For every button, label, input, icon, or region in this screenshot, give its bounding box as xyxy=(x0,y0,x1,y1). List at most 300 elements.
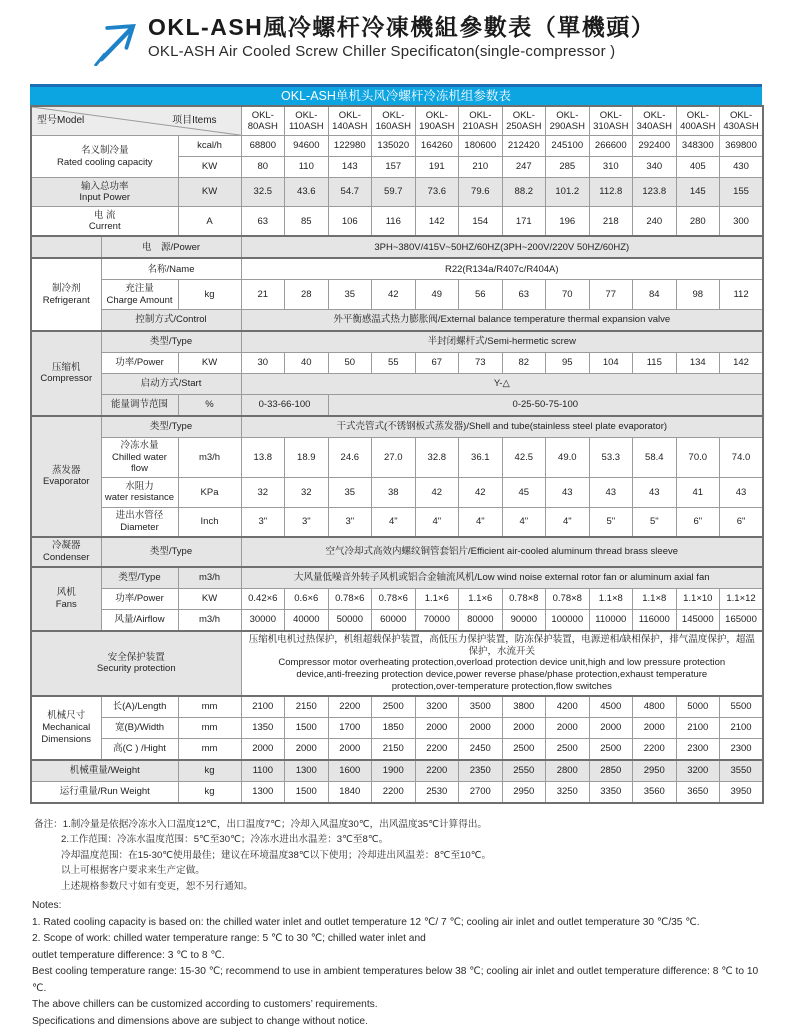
cell-v: 5000 xyxy=(676,696,720,718)
table-row xyxy=(31,781,763,803)
cell-m: 0-33-66-100 xyxy=(241,394,328,416)
cell-u: KW xyxy=(178,352,241,373)
cell-v: 43.6 xyxy=(285,178,329,207)
cell-v: 2000 xyxy=(415,717,459,738)
cell-l: 启动方式/Start xyxy=(101,373,241,394)
cell-u: mm xyxy=(178,696,241,718)
cell-v: 2350 xyxy=(459,760,503,782)
cell-l: 电 源/Power xyxy=(101,236,241,258)
cell-v: 292400 xyxy=(633,136,677,157)
cell-v: 2500 xyxy=(502,738,546,760)
cell-v: 134 xyxy=(676,352,720,373)
spec-table xyxy=(30,105,764,804)
cell-u: mm xyxy=(178,717,241,738)
cell-v: 212420 xyxy=(502,136,546,157)
cell-v: 80000 xyxy=(459,609,503,631)
cell-g: 蒸发器 Evaporator xyxy=(31,416,101,537)
cell-v: 67 xyxy=(415,352,459,373)
title-block xyxy=(148,14,655,60)
cell-v: 210 xyxy=(459,157,503,178)
cell-v: 1100 xyxy=(241,760,285,782)
cell-v: 2450 xyxy=(459,738,503,760)
cell-u: A xyxy=(178,207,241,237)
cell-v: 4" xyxy=(415,507,459,537)
cell-v: 1.1×10 xyxy=(676,588,720,609)
table-row xyxy=(31,236,763,258)
cell-v: 0.42×6 xyxy=(241,588,285,609)
cell-g xyxy=(31,236,101,258)
table-row xyxy=(31,280,763,309)
table-row xyxy=(31,696,763,718)
cell-u: KPa xyxy=(178,478,241,507)
cell-v: 191 xyxy=(415,157,459,178)
cell-v: 2200 xyxy=(415,760,459,782)
table-row xyxy=(31,537,763,567)
cell-g: 制冷剂 Refrigerant xyxy=(31,258,101,330)
cell-v: 157 xyxy=(372,157,416,178)
cell-v: 2700 xyxy=(459,781,503,803)
cell-v: 5" xyxy=(633,507,677,537)
cell-v: 430 xyxy=(720,157,764,178)
cell-v: 40 xyxy=(285,352,329,373)
cell-v: 27.0 xyxy=(372,437,416,478)
cell-v: 3560 xyxy=(633,781,677,803)
cell-v: 171 xyxy=(502,207,546,237)
cell-v: 21 xyxy=(241,280,285,309)
cell-v: 54.7 xyxy=(328,178,372,207)
cell-v: 155 xyxy=(720,178,764,207)
cell-m: 大风量低噪音外转子风机或铝合金轴流风机/Low wind noise external rotor fan or aluminum axial fan xyxy=(241,567,763,589)
cell-v: 49.0 xyxy=(546,437,590,478)
cell-v: 145 xyxy=(676,178,720,207)
cell-v: 73.6 xyxy=(415,178,459,207)
cell-m: R22(R134a/R407c/R404A) xyxy=(241,258,763,280)
cell-v: 112.8 xyxy=(589,178,633,207)
spec-table-body xyxy=(31,106,763,803)
cell-v: 0.78×6 xyxy=(328,588,372,609)
cell-v: 1850 xyxy=(372,717,416,738)
cell-v: 2100 xyxy=(241,696,285,718)
cell-l: 冷冻水量 Chilled water flow xyxy=(101,437,178,478)
cell-v: 50 xyxy=(328,352,372,373)
cell-v: 63 xyxy=(241,207,285,237)
cell-v: 79.6 xyxy=(459,178,503,207)
cell-l: 电 流 Current xyxy=(31,207,178,237)
cell-v: 3950 xyxy=(720,781,764,803)
cell-l: 长(A)/Length xyxy=(101,696,178,718)
table-row xyxy=(31,609,763,631)
cell-v: 2950 xyxy=(502,781,546,803)
cell-v: 98 xyxy=(676,280,720,309)
model-header: OKL- 310ASH xyxy=(589,106,633,136)
table-row xyxy=(31,207,763,237)
cell-v: 3" xyxy=(328,507,372,537)
cell-u: KW xyxy=(178,157,241,178)
cell-g: 风机 Fans xyxy=(31,567,101,631)
cell-v: 2100 xyxy=(720,717,764,738)
cell-l: 安全保护装置 Security protection xyxy=(31,631,241,696)
cell-v: 32 xyxy=(285,478,329,507)
cell-v: 0.78×8 xyxy=(546,588,590,609)
cell-v: 2950 xyxy=(633,760,677,782)
cell-v: 116 xyxy=(372,207,416,237)
cell-u: kg xyxy=(178,781,241,803)
cell-v: 2000 xyxy=(459,717,503,738)
table-row xyxy=(31,352,763,373)
cell-u: mm xyxy=(178,738,241,760)
cell-v: 142 xyxy=(720,352,764,373)
cell-m: 半封闭螺杆式/Semi-hermetic screw xyxy=(241,331,763,353)
cell-v: 2100 xyxy=(676,717,720,738)
table-row xyxy=(31,507,763,537)
model-header: OKL- 210ASH xyxy=(459,106,503,136)
table-row xyxy=(31,309,763,331)
cell-v: 2300 xyxy=(720,738,764,760)
cell-v: 2000 xyxy=(589,717,633,738)
cell-v: 180600 xyxy=(459,136,503,157)
cell-v: 40000 xyxy=(285,609,329,631)
model-header-row xyxy=(31,106,763,136)
model-header: OKL- 160ASH xyxy=(372,106,416,136)
cell-u: kcal/h xyxy=(178,136,241,157)
cell-v: 1500 xyxy=(285,717,329,738)
cell-v: 245100 xyxy=(546,136,590,157)
cell-l: 名义制冷量 Rated cooling capacity xyxy=(31,136,178,178)
cell-v: 116000 xyxy=(633,609,677,631)
cell-l: 机械重量/Weight xyxy=(31,760,178,782)
cell-v: 2000 xyxy=(546,717,590,738)
table-row xyxy=(31,178,763,207)
cell-v: 68800 xyxy=(241,136,285,157)
cell-v: 2000 xyxy=(328,738,372,760)
cell-v: 70.0 xyxy=(676,437,720,478)
cell-l: 功率/Power xyxy=(101,352,178,373)
model-header: OKL- 400ASH xyxy=(676,106,720,136)
note-line: 2.工作范围：冷冻水温度范围：5℃至30℃；冷冻水进出水温差：3℃至8℃。 xyxy=(61,834,389,846)
cell-v: 143 xyxy=(328,157,372,178)
page-title-zh: OKL-ASH風冷螺杆冷凍機組參數表（單機頭） xyxy=(148,14,656,40)
cell-v: 49 xyxy=(415,280,459,309)
cell-v: 310 xyxy=(589,157,633,178)
cell-v: 60000 xyxy=(372,609,416,631)
table-row xyxy=(31,717,763,738)
cell-u: % xyxy=(178,394,241,416)
cell-v: 55 xyxy=(372,352,416,373)
cell-v: 2500 xyxy=(589,738,633,760)
cell-v: 38 xyxy=(372,478,416,507)
cell-v: 165000 xyxy=(720,609,764,631)
cell-m: 3PH~380V/415V~50HZ/60HZ(3PH~200V/220V 50HZ/60HZ) xyxy=(241,236,763,258)
cell-l: 类型/Type xyxy=(101,331,241,353)
cell-v: 135020 xyxy=(372,136,416,157)
cell-v: 24.6 xyxy=(328,437,372,478)
arrow-up-right-icon xyxy=(88,16,138,66)
cell-v: 6" xyxy=(676,507,720,537)
cell-v: 101.2 xyxy=(546,178,590,207)
cell-v: 84 xyxy=(633,280,677,309)
cell-v: 43 xyxy=(589,478,633,507)
cell-v: 196 xyxy=(546,207,590,237)
cell-v: 13.8 xyxy=(241,437,285,478)
cell-m: Y-△ xyxy=(241,373,763,394)
cell-v: 104 xyxy=(589,352,633,373)
cell-v: 154 xyxy=(459,207,503,237)
masthead xyxy=(88,14,762,66)
cell-v: 3" xyxy=(285,507,329,537)
cell-m: 空气冷却式高效内螺纹铜管套铝片/Efficient air-cooled aluminum thread brass sleeve xyxy=(241,537,763,567)
cell-l: 功率/Power xyxy=(101,588,178,609)
model-header: OKL- 80ASH xyxy=(241,106,285,136)
cell-u: kg xyxy=(178,280,241,309)
cell-l: 风量/Airflow xyxy=(101,609,178,631)
cell-v: 123.8 xyxy=(633,178,677,207)
cell-v: 1350 xyxy=(241,717,285,738)
cell-v: 3200 xyxy=(415,696,459,718)
cell-v: 2200 xyxy=(633,738,677,760)
cell-v: 73 xyxy=(459,352,503,373)
cell-v: 32 xyxy=(241,478,285,507)
cell-l: 类型/Type xyxy=(101,567,178,589)
cell-m: 0-25-50-75-100 xyxy=(328,394,763,416)
cell-v: 42.5 xyxy=(502,437,546,478)
cell-l: 类型/Type xyxy=(101,537,241,567)
cell-v: 0.6×6 xyxy=(285,588,329,609)
cell-u: KW xyxy=(178,588,241,609)
cell-v: 0.78×8 xyxy=(502,588,546,609)
cell-l: 进出水管径 Diameter xyxy=(101,507,178,537)
cell-v: 218 xyxy=(589,207,633,237)
cell-l: 充注量 Charge Amount xyxy=(101,280,178,309)
cell-v: 30 xyxy=(241,352,285,373)
cell-v: 5500 xyxy=(720,696,764,718)
cell-v: 2200 xyxy=(415,738,459,760)
cell-v: 88.2 xyxy=(502,178,546,207)
cell-v: 63 xyxy=(502,280,546,309)
cell-m: 外平衡感温式热力膨胀阀/External balance temperature thermal expansion valve xyxy=(241,309,763,331)
cell-v: 2500 xyxy=(372,696,416,718)
note-line: 备注：1.制冷量是依据冷冻水入口温度12℃，出口温度7℃；冷却入风温度30℃，出风温度35℃计算得出。 xyxy=(34,818,488,830)
cell-v: 95 xyxy=(546,352,590,373)
cell-v: 3250 xyxy=(546,781,590,803)
cell-v: 1600 xyxy=(328,760,372,782)
cell-v: 36.1 xyxy=(459,437,503,478)
cell-v: 18.9 xyxy=(285,437,329,478)
cell-v: 240 xyxy=(633,207,677,237)
corner-model-label: 型号Model xyxy=(37,114,85,126)
note-line: 2. Scope of work: chilled water temperature range: 5 ℃ to 30 ℃; chilled water inlet and xyxy=(32,933,426,945)
cell-l: 名称/Name xyxy=(101,258,241,280)
corner-items-label: 项目Items xyxy=(172,114,217,126)
cell-g: 机械尺寸 Mechanical Dimensions xyxy=(31,696,101,760)
cell-v: 1.1×6 xyxy=(459,588,503,609)
cell-v: 42 xyxy=(415,478,459,507)
cell-v: 4" xyxy=(372,507,416,537)
cell-v: 30000 xyxy=(241,609,285,631)
cell-v: 1300 xyxy=(285,760,329,782)
model-header: OKL- 290ASH xyxy=(546,106,590,136)
cell-v: 43 xyxy=(720,478,764,507)
cell-v: 1.1×12 xyxy=(720,588,764,609)
cell-v: 32.8 xyxy=(415,437,459,478)
cell-v: 70 xyxy=(546,280,590,309)
model-header: OKL- 110ASH xyxy=(285,106,329,136)
cell-v: 3650 xyxy=(676,781,720,803)
table-row xyxy=(31,478,763,507)
cell-l: 能量调节范围 xyxy=(101,394,178,416)
note-line: Best cooling temperature range: 15-30 ℃; recommend to use in ambient temperatures below 38 ℃; cooling air inlet and outlet temperature difference: 8 ℃ to 10 ℃. xyxy=(32,966,759,994)
cell-v: 43 xyxy=(546,478,590,507)
cell-v: 6" xyxy=(720,507,764,537)
table-row xyxy=(31,416,763,438)
table-row xyxy=(31,588,763,609)
cell-v: 1700 xyxy=(328,717,372,738)
cell-v: 32.5 xyxy=(241,178,285,207)
notes-zh xyxy=(34,817,762,895)
cell-v: 1900 xyxy=(372,760,416,782)
cell-u: m3/h xyxy=(178,567,241,589)
cell-v: 3550 xyxy=(720,760,764,782)
cell-v: 42 xyxy=(372,280,416,309)
note-line: 1. Rated cooling capacity is based on: the chilled water inlet and outlet temperature 12 ℃/ 7 ℃; cooling air inlet and outlet temperature 30 ℃/35 ℃. xyxy=(32,916,700,928)
cell-v: 2000 xyxy=(285,738,329,760)
note-line: 冷却温度范围：在15-30℃使用最佳；建议在环境温度38℃以下使用；冷却进出风温差：8℃至10℃。 xyxy=(61,849,492,861)
cell-v: 58.4 xyxy=(633,437,677,478)
cell-u: KW xyxy=(178,178,241,207)
cell-v: 348300 xyxy=(676,136,720,157)
cell-v: 2150 xyxy=(372,738,416,760)
cell-v: 70000 xyxy=(415,609,459,631)
cell-v: 2150 xyxy=(285,696,329,718)
table-row xyxy=(31,760,763,782)
cell-v: 4500 xyxy=(589,696,633,718)
cell-l: 控制方式/Control xyxy=(101,309,241,331)
table-row xyxy=(31,373,763,394)
cell-v: 41 xyxy=(676,478,720,507)
cell-u: kg xyxy=(178,760,241,782)
cell-v: 80 xyxy=(241,157,285,178)
cell-l: 输入总功率 Input Power xyxy=(31,178,178,207)
cell-g: 冷凝器 Condenser xyxy=(31,537,101,567)
table-row xyxy=(31,258,763,280)
cell-m: 干式壳管式(不锈钢板式蒸发器)/Shell and tube(stainless steel plate evaporator) xyxy=(241,416,763,438)
cell-v: 110000 xyxy=(589,609,633,631)
cell-v: 53.3 xyxy=(589,437,633,478)
cell-v: 3500 xyxy=(459,696,503,718)
table-row xyxy=(31,567,763,589)
cell-v: 42 xyxy=(459,478,503,507)
cell-v: 1840 xyxy=(328,781,372,803)
cell-v: 106 xyxy=(328,207,372,237)
cell-v: 2850 xyxy=(589,760,633,782)
note-line: 上述规格参数尺寸如有变更，恕不另行通知。 xyxy=(61,880,253,892)
cell-v: 2000 xyxy=(633,717,677,738)
cell-v: 164260 xyxy=(415,136,459,157)
cell-v: 1.1×6 xyxy=(415,588,459,609)
cell-v: 82 xyxy=(502,352,546,373)
cell-v: 3" xyxy=(241,507,285,537)
cell-sec: 压缩机电机过热保护，机组超载保护装置，高低压力保护装置，防冻保护装置，电源逆相/缺相保护，排气温度保护，超温 保护，水流开关 Compressor motor overheating protection,overload protection device unit,high and low pressure protection device,anti-freezing protection device,power reverse phase/phase protection,exhaust temperature protection,over-temperature protection,flow switches xyxy=(241,631,763,696)
cell-v: 1.1×8 xyxy=(633,588,677,609)
cell-l: 水阻力 water resistance xyxy=(101,478,178,507)
cell-v: 50000 xyxy=(328,609,372,631)
cell-v: 285 xyxy=(546,157,590,178)
cell-v: 5" xyxy=(589,507,633,537)
cell-v: 2300 xyxy=(676,738,720,760)
cell-v: 2530 xyxy=(415,781,459,803)
model-header: OKL- 250ASH xyxy=(502,106,546,136)
cell-v: 280 xyxy=(676,207,720,237)
note-line: Specifications and dimensions above are subject to change without notice. xyxy=(32,1015,368,1027)
cell-v: 45 xyxy=(502,478,546,507)
cell-v: 122980 xyxy=(328,136,372,157)
cell-v: 4" xyxy=(546,507,590,537)
cell-v: 3200 xyxy=(676,760,720,782)
cell-v: 85 xyxy=(285,207,329,237)
notes-en xyxy=(32,898,762,1030)
cell-l: 宽(B)/Width xyxy=(101,717,178,738)
note-line: outlet temperature difference: 3 ℃ to 8 ℃. xyxy=(32,949,225,961)
cell-v: 43 xyxy=(633,478,677,507)
cell-v: 266600 xyxy=(589,136,633,157)
corner-cell xyxy=(31,106,241,136)
cell-l: 高(C ) /Hight xyxy=(101,738,178,760)
cell-v: 2000 xyxy=(502,717,546,738)
table-row xyxy=(31,136,763,157)
cell-v: 110 xyxy=(285,157,329,178)
cell-v: 405 xyxy=(676,157,720,178)
cell-v: 100000 xyxy=(546,609,590,631)
cell-u: m3/h xyxy=(178,437,241,478)
table-row xyxy=(31,631,763,696)
cell-v: 2000 xyxy=(241,738,285,760)
table-row xyxy=(31,394,763,416)
cell-v: 0.78×6 xyxy=(372,588,416,609)
cell-v: 90000 xyxy=(502,609,546,631)
cell-v: 2500 xyxy=(546,738,590,760)
table-row xyxy=(31,331,763,353)
cell-v: 1.1×8 xyxy=(589,588,633,609)
cell-v: 1300 xyxy=(241,781,285,803)
table-caption: OKL-ASH单机头风冷螺杆冷冻机组参数表 xyxy=(30,84,762,105)
cell-v: 142 xyxy=(415,207,459,237)
model-header: OKL- 430ASH xyxy=(720,106,764,136)
cell-v: 145000 xyxy=(676,609,720,631)
cell-v: 3800 xyxy=(502,696,546,718)
cell-v: 4800 xyxy=(633,696,677,718)
cell-v: 300 xyxy=(720,207,764,237)
cell-v: 28 xyxy=(285,280,329,309)
model-header: OKL- 140ASH xyxy=(328,106,372,136)
table-row xyxy=(31,738,763,760)
page-title-en: OKL-ASH Air Cooled Screw Chiller Specificaton(single-compressor ) xyxy=(148,43,616,61)
note-line: 以上可根据客户要求来生产定做。 xyxy=(61,865,205,877)
cell-l: 类型/Type xyxy=(101,416,241,438)
cell-v: 2200 xyxy=(372,781,416,803)
cell-v: 4" xyxy=(459,507,503,537)
model-header: OKL- 340ASH xyxy=(633,106,677,136)
cell-v: 35 xyxy=(328,280,372,309)
cell-v: 2200 xyxy=(328,696,372,718)
cell-v: 35 xyxy=(328,478,372,507)
cell-v: 77 xyxy=(589,280,633,309)
cell-v: 369800 xyxy=(720,136,764,157)
cell-v: 340 xyxy=(633,157,677,178)
cell-v: 74.0 xyxy=(720,437,764,478)
cell-l: 运行重量/Run Weight xyxy=(31,781,178,803)
cell-v: 2800 xyxy=(546,760,590,782)
cell-v: 3350 xyxy=(589,781,633,803)
table-row xyxy=(31,437,763,478)
